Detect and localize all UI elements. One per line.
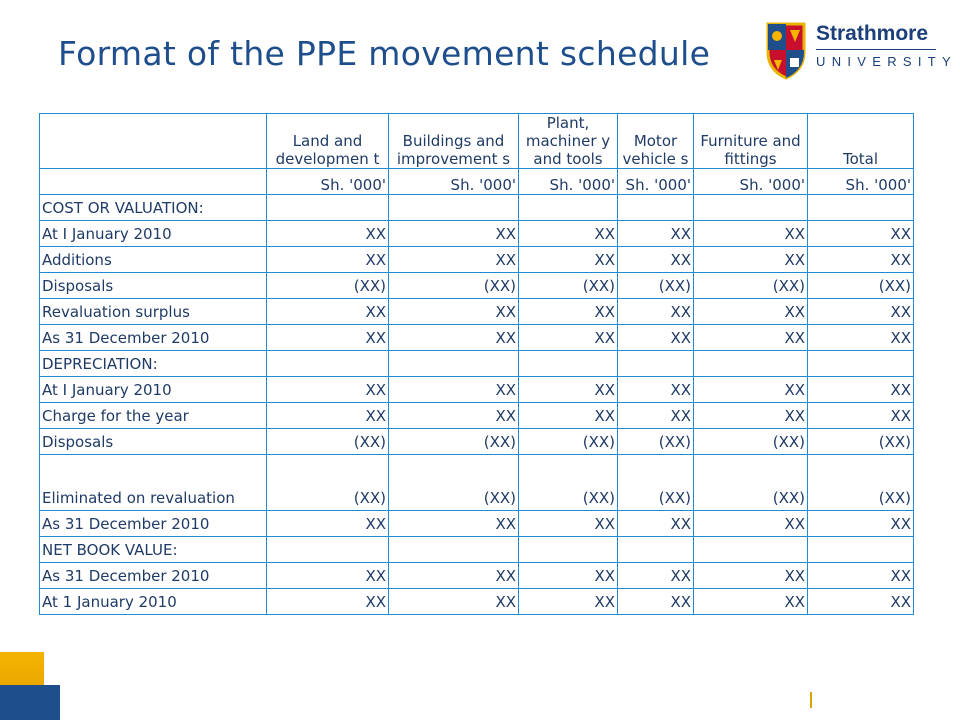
value-cell: (XX)	[267, 429, 389, 455]
value-cell: XX	[267, 247, 389, 273]
value-cell: XX	[519, 377, 618, 403]
value-cell	[389, 351, 519, 377]
row-label: Disposals	[40, 429, 267, 455]
value-cell: (XX)	[389, 273, 519, 299]
value-cell: XX	[808, 325, 914, 351]
value-cell: XX	[389, 299, 519, 325]
value-cell: XX	[618, 299, 694, 325]
row-label: DEPRECIATION:	[40, 351, 267, 377]
value-cell: XX	[389, 377, 519, 403]
value-cell	[618, 537, 694, 563]
value-cell: XX	[808, 377, 914, 403]
value-cell: (XX)	[519, 455, 618, 511]
row-label: Disposals	[40, 273, 267, 299]
table-row	[40, 429, 914, 455]
brand-subtitle: UNIVERSITY	[816, 54, 958, 69]
value-cell: XX	[808, 299, 914, 325]
table-row	[40, 351, 914, 377]
value-cell: XX	[267, 589, 389, 615]
row-label: Additions	[40, 247, 267, 273]
brand-divider	[816, 49, 936, 50]
unit-cell: Sh. '000'	[519, 169, 618, 195]
footer-tick	[810, 692, 812, 708]
value-cell: XX	[267, 563, 389, 589]
value-cell: XX	[618, 247, 694, 273]
value-cell	[694, 537, 808, 563]
value-cell: XX	[267, 377, 389, 403]
row-label: As 31 December 2010	[40, 511, 267, 537]
table-row	[40, 377, 914, 403]
value-cell	[389, 195, 519, 221]
strathmore-logo	[760, 20, 958, 82]
value-cell	[389, 537, 519, 563]
ppe-movement-table	[39, 113, 914, 615]
table-row	[40, 247, 914, 273]
value-cell: XX	[808, 563, 914, 589]
table-row	[40, 325, 914, 351]
table-row	[40, 563, 914, 589]
table-row	[40, 455, 914, 511]
value-cell	[519, 195, 618, 221]
header-corner-cell	[40, 114, 267, 169]
row-label: Eliminated on revaluation	[40, 455, 267, 511]
value-cell: XX	[389, 563, 519, 589]
value-cell: XX	[808, 403, 914, 429]
value-cell: XX	[618, 511, 694, 537]
value-cell: XX	[519, 299, 618, 325]
university-crest-icon	[764, 20, 808, 80]
value-cell	[618, 351, 694, 377]
value-cell: XX	[694, 325, 808, 351]
value-cell: XX	[519, 563, 618, 589]
table-row	[40, 589, 914, 615]
value-cell: XX	[389, 403, 519, 429]
value-cell: (XX)	[519, 273, 618, 299]
value-cell: (XX)	[694, 273, 808, 299]
value-cell: XX	[267, 299, 389, 325]
value-cell: XX	[519, 221, 618, 247]
value-cell: (XX)	[618, 273, 694, 299]
unit-cell: Sh. '000'	[618, 169, 694, 195]
value-cell	[694, 195, 808, 221]
row-label: At 1 January 2010	[40, 589, 267, 615]
column-header: Motor vehicle s	[618, 114, 694, 169]
value-cell: (XX)	[618, 455, 694, 511]
value-cell: (XX)	[389, 455, 519, 511]
value-cell	[694, 351, 808, 377]
value-cell: XX	[267, 325, 389, 351]
value-cell: XX	[618, 325, 694, 351]
value-cell: (XX)	[519, 429, 618, 455]
value-cell: (XX)	[808, 273, 914, 299]
unit-cell: Sh. '000'	[389, 169, 519, 195]
row-label: At I January 2010	[40, 377, 267, 403]
value-cell: XX	[267, 221, 389, 247]
value-cell: XX	[267, 403, 389, 429]
value-cell: XX	[694, 377, 808, 403]
value-cell: XX	[389, 247, 519, 273]
value-cell: XX	[694, 511, 808, 537]
value-cell: XX	[618, 377, 694, 403]
value-cell: XX	[808, 511, 914, 537]
row-label: NET BOOK VALUE:	[40, 537, 267, 563]
row-label: At I January 2010	[40, 221, 267, 247]
value-cell: (XX)	[267, 273, 389, 299]
value-cell: (XX)	[618, 429, 694, 455]
value-cell: XX	[618, 403, 694, 429]
value-cell	[267, 351, 389, 377]
value-cell: (XX)	[694, 429, 808, 455]
units-corner-cell	[40, 169, 267, 195]
value-cell: XX	[694, 403, 808, 429]
column-header: Buildings and improvement s	[389, 114, 519, 169]
row-label: COST OR VALUATION:	[40, 195, 267, 221]
table-row	[40, 221, 914, 247]
value-cell	[808, 195, 914, 221]
value-cell: XX	[389, 325, 519, 351]
value-cell: (XX)	[808, 455, 914, 511]
value-cell: XX	[694, 563, 808, 589]
value-cell: XX	[519, 403, 618, 429]
value-cell: XX	[694, 589, 808, 615]
column-header: Land and developmen t	[267, 114, 389, 169]
accent-bar-blue	[0, 685, 60, 720]
table-row	[40, 537, 914, 563]
value-cell	[519, 537, 618, 563]
value-cell: XX	[808, 589, 914, 615]
value-cell: XX	[694, 299, 808, 325]
value-cell: XX	[389, 221, 519, 247]
value-cell: XX	[694, 221, 808, 247]
value-cell: XX	[267, 511, 389, 537]
value-cell: XX	[808, 247, 914, 273]
column-header: Plant, machiner y and tools	[519, 114, 618, 169]
value-cell: XX	[694, 247, 808, 273]
table-row	[40, 195, 914, 221]
header-row	[40, 114, 914, 169]
row-label: Revaluation surplus	[40, 299, 267, 325]
value-cell	[808, 351, 914, 377]
value-cell	[618, 195, 694, 221]
table-body	[40, 195, 914, 615]
value-cell: XX	[519, 511, 618, 537]
table-row	[40, 299, 914, 325]
unit-cell: Sh. '000'	[267, 169, 389, 195]
value-cell: XX	[389, 589, 519, 615]
value-cell: (XX)	[808, 429, 914, 455]
slide-title: Format of the PPE movement schedule	[58, 34, 711, 73]
value-cell: XX	[519, 247, 618, 273]
table-row	[40, 403, 914, 429]
table-row	[40, 273, 914, 299]
value-cell: XX	[519, 325, 618, 351]
value-cell: XX	[808, 221, 914, 247]
value-cell: (XX)	[267, 455, 389, 511]
column-header: Furniture and fittings	[694, 114, 808, 169]
unit-cell: Sh. '000'	[808, 169, 914, 195]
row-label: Charge for the year	[40, 403, 267, 429]
row-label: As 31 December 2010	[40, 563, 267, 589]
value-cell	[808, 537, 914, 563]
value-cell: XX	[618, 563, 694, 589]
value-cell	[267, 195, 389, 221]
value-cell: (XX)	[694, 455, 808, 511]
value-cell: (XX)	[389, 429, 519, 455]
units-row	[40, 169, 914, 195]
value-cell	[267, 537, 389, 563]
column-header: Total	[808, 114, 914, 169]
row-label: As 31 December 2010	[40, 325, 267, 351]
brand-name: Strathmore	[816, 22, 929, 45]
value-cell: XX	[618, 221, 694, 247]
unit-cell: Sh. '000'	[694, 169, 808, 195]
value-cell: XX	[389, 511, 519, 537]
value-cell: XX	[519, 589, 618, 615]
table-row	[40, 511, 914, 537]
value-cell: XX	[618, 589, 694, 615]
value-cell	[519, 351, 618, 377]
